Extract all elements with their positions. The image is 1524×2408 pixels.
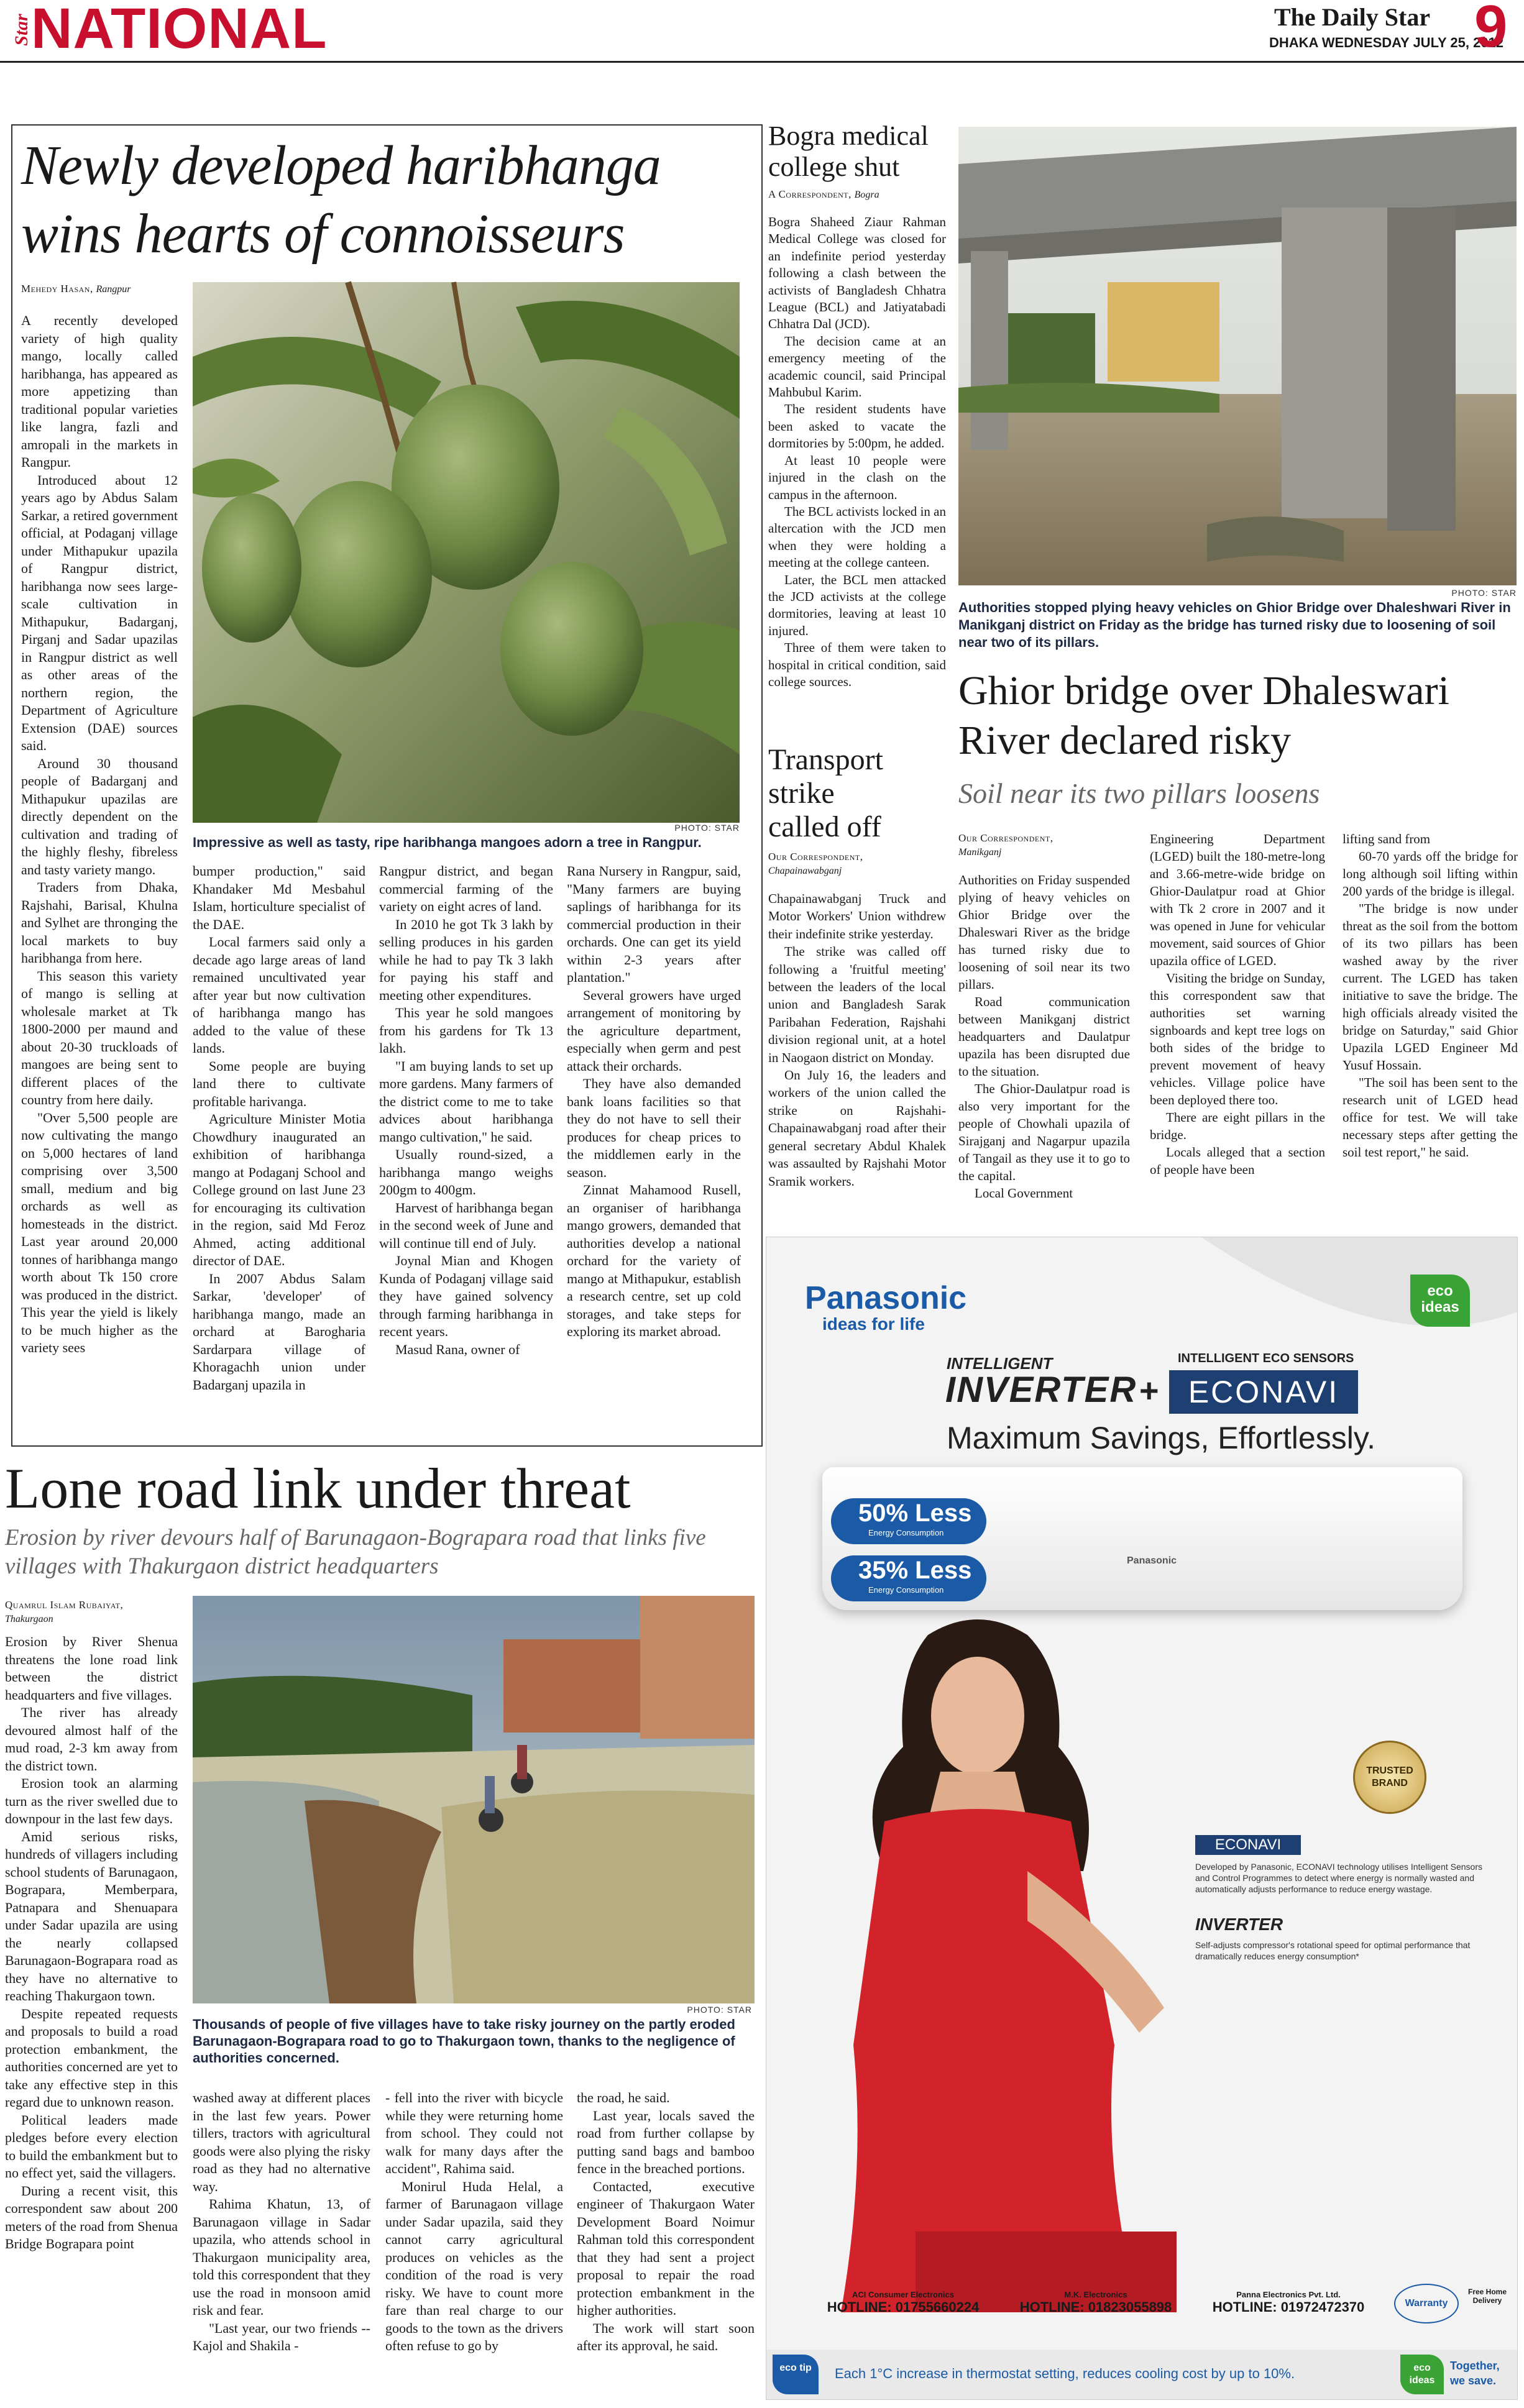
ghior-headline: Ghior bridge over Dhaleswari River declared risky [958,668,1449,763]
brand-tagline: ideas for life [822,1314,925,1334]
byline-name: Mehedy Hasan, [21,283,93,295]
mango-column-1 [21,312,178,1357]
bridge-caption: Authorities stopped plying heavy vehicles on Ghior Bridge over Dhaleshwari River in Manikganj district on Friday as the bridge has turned risky due to loosening of soil near two of its pillars. [958,600,1511,650]
paragraph: Monirul Huda Helal, a farmer of Barunagaon village under Sadar upazila, said they cannot carry agricultural produces on vehicles as the condition of the road is very risky. We have to count more fare than real charge to our goods to the town as the drivers often refuse to go by [385,2178,563,2353]
paragraph: Erosion by River Shenua threatens the lone road link between the district headquarters and five villages. [5,1634,178,1703]
road-column-3 [385,2089,563,2355]
paragraph: Amid serious risks, hundreds of villagers including school students of Barunagaon, Bograpara, Memberpara, Patnapara and Shenuapara under Sadar upazila are using the nearly collapsed Barunagaon-Bograpara road as they have no alternative to reaching Thakurgaon town. [5,1828,178,2003]
road-photo-credit: PHOTO: STAR [687,2005,752,2015]
paragraph: Around 30 thousand people of Badarganj and Mithapukur upazilas are directly dependent on the cultivation and trading of the highly fleshy, fibreless and tasty variety mango. [21,755,178,877]
ghior-column-1 [958,871,1130,1202]
paragraph: lifting sand from [1343,831,1431,846]
page-number: 9 [1474,0,1508,60]
road-byline [5,1598,185,1626]
eco-ideas-footer: eco ideas [1400,2355,1444,2394]
mango-column-4 [567,863,741,1341]
together-slogan: Together, we save. [1450,2360,1500,2387]
warranty-text: Warranty [1405,2298,1448,2309]
paragraph: "The soil has been sent to the research unit of LGED head office for test. We will take necessary steps after getting the soil test report," he said. [1343,1075,1518,1160]
paragraph: Rahima Khatun, 13, of Barunagaon village in Sadar upazila, who attends school in Thakurgaon municipality area, told this correspondent that they use the road in monsoon amid risk and fear. [193,2196,370,2318]
paragraph: Agriculture Minister Motia Chowdhury inaugurated an exhibition of haribhanga mango at Podaganj School and College ground on last June 23 for encouraging its cultivation in the region, said Md Feroz Ahmed, acting additional director of DAE. [193,1111,365,1268]
mango-column-3 [379,863,553,1358]
ghior-byline [958,831,1120,859]
paragraph: Harvest of haribhanga began in the second week of June and will continue till end of July. [379,1199,553,1251]
ghior-subhead: Soil near its two pillars loosens [958,777,1320,809]
paragraph: There are eight pillars in the bridge. [1150,1110,1325,1142]
eco-tip-badge [773,2355,819,2394]
paragraph: Joynal Mian and Khogen Kunda of Podaganj village said they have gained solvency through farming haribhanga in recent years. [379,1253,553,1339]
warranty-badge [1394,2284,1459,2323]
paragraph: In 2007 Abdus Salam Sarkar, 'developer' of haribhanga mango, made an orchard at Barogharia Sardarpara village of Khoragachh union under Badarganj upazila in [193,1270,365,1393]
econavi-feature-title [1195,1835,1301,1855]
paragraph: Engineering Department (LGED) built the 180-metre-long and 3.66-metre-wide bridge on Ghior-Daulatpur road at Ghior with Tk 2 crore in 2007 and it was opened in June for vehicular movement, said sources of Ghior upazila office of LGED. [1150,831,1325,968]
trusted-brand-seal [1353,1741,1426,1814]
road-caption: Thousands of people of five villages have to take risky journey on the partly eroded Barunagaon-Bograpara road to go to Thakurgaon town, thanks to the negligence of authorities concerned. [193,2017,735,2066]
inverter-logo: INVERTER [945,1370,1137,1410]
paragraph: This season this variety of mango is selling at wholesale market at Tk 1800-2000 per maund and about 20-30 truckloads of mangoes are being sent to different places of the country from here daily. [21,968,178,1107]
byline-name: Quamrul Islam Rubaiyat, [5,1599,124,1611]
trusted-brand-text: TRUSTED BRAND [1366,1765,1413,1788]
eco-ideas-badge [1410,1275,1470,1327]
svg-text:Star: Star [11,14,32,46]
paragraph: They have also demanded bank loans facilities so that they do not have to sell their produces for cheap prices to the middlemen early in the season. [567,1076,741,1180]
paragraph: At least 10 people were injured in the clash on the campus in the afternoon. [768,452,946,502]
paragraph: Three of them were taken to hospital in critical condition, said college sources. [768,640,946,689]
masthead-rule [0,61,1524,63]
paragraph: In 2010 he got Tk 3 lakh by selling produces in his garden while he had to pay Tk 3 lakh for paying his staff and meeting other expenditures. [379,916,553,1003]
inverter-saving-badge [831,1498,986,1544]
byline-place: Rangpur [96,284,131,295]
paragraph: Road communication between Manikganj district headquarters and Daulatpur upazila has been disrupted due to the situation. [958,994,1130,1079]
ad-headline: Maximum Savings, Effortlessly. [947,1421,1376,1455]
byline-name: A Correspondent, [768,188,852,200]
paragraph: "I am buying lands to set up more gardens. Many farmers of the district come to me to take advices about haribhanga mango cultivation," he said. [379,1058,553,1145]
eco-sensors-label: INTELLIGENT ECO SENSORS [1178,1352,1354,1365]
paragraph: Rana Nursery in Rangpur, said, "Many farmers are buying saplings of haribhanga for its commercial production in their orchards. One can get its yield within 2-3 years after plantation." [567,863,741,985]
paragraph: "Over 5,500 people are now cultivating the mango on 5,000 hectares of land comprising over 3,500 small, medium and big orchards as well as homesteads in the district. Last year around 20,000 tonnes of haribhanga mango worth about Tk 150 crore was produced in the district. This year the yield is likely to be much higher as the variety sees [21,1109,178,1355]
bridge-photo [958,127,1517,585]
ghior-column-2 [1150,830,1325,1178]
paragraph: washed away at different places in the last few years. Power tillers, tractors with agricultural goods were also plying the risky road as they had no alternative way. [193,2090,370,2194]
paper-name: The Daily Star [1274,3,1431,31]
dateline: DHAKA WEDNESDAY JULY 25, 2012 [1269,35,1504,50]
paragraph: the road, he said. [577,2090,670,2105]
paragraph: Local farmers said only a decade ago large areas of land remained uncultivated year after year but now cultivation of haribhanga mango has added to the value of these lands. [193,934,365,1056]
mango-photo-credit: PHOTO: STAR [674,823,740,833]
eco-ideas-text: eco ideas [1421,1283,1459,1316]
bogra-headline: Bogra medical college shut [768,121,929,182]
paragraph: On July 16, the leaders and workers of the union called the strike on Rajshahi-Chapainawabganj road after their general secretary Abdul Khalek was assaulted by Rajshahi Motor Sramik workers. [768,1068,946,1189]
road-column-4 [577,2089,755,2355]
econavi-saving-badge [831,1555,986,1601]
ghior-column-3 [1343,830,1518,1161]
paragraph: Contacted, executive engineer of Thakurgaon Water Development Board Noimur Rahman told this correspondent that they had sent a project proposal to repair the road protection embankment in the higher authorities. [577,2178,755,2318]
bridge-photo-credit: PHOTO: STAR [1451,588,1517,598]
paragraph: Rangpur district, and began commercial farming of the variety on eight acres of land. [379,863,553,914]
model-photo [791,1610,1177,2312]
plus-sign: + [1139,1372,1159,1409]
econavi-saving-value: 35% Less [858,1557,972,1584]
brand-logo: Panasonic [805,1280,967,1316]
bogra-byline [768,188,948,202]
mango-byline [21,282,195,296]
inverter-feature-text: Self-adjusts compressor's rotational speed for optimal performance that dramatically reduces energy consumption* [1195,1940,1471,1961]
mango-column-2 [193,863,365,1394]
dealer-1-name: ACI Consumer Electronics [852,2290,954,2299]
inverter-saving-value: 50% Less [858,1499,972,1527]
paragraph: bumper production," said Khandaker Md Mesbahul Islam, horticulture specialist of the DAE. [193,863,365,932]
dealer-3 [1195,2290,1382,2315]
mango-headline: Newly developed haribhanga wins hearts of connoisseurs [21,135,661,265]
econavi-text: ECONAVI [1188,1375,1339,1409]
paragraph: Masud Rana, owner of [395,1341,520,1357]
ac-unit-brand: Panasonic [1127,1555,1177,1566]
star-logo [2,5,32,53]
paragraph: Several growers have urged arrangement of monitoring by the agriculture department, especially when germ and pest attack their orchards. [567,987,741,1074]
byline-name: Our Correspondent, [958,832,1053,844]
panasonic-ad [766,1237,1518,2400]
road-headline: Lone road link under threat [5,1457,631,1520]
road-column-1 [5,1633,178,2253]
paragraph: Visiting the bridge on Sunday, this correspondent saw that authorities set warning signboards and kept tree logs on both sides of the bridge to prevent movement of heavy vehicles. Village police have been deployed there too. [1150,971,1325,1107]
paragraph: Authorities on Friday suspended plying of heavy vehicles on Ghior Bridge over the Dhaleswari River as the bridge has turned risky due to loosening of soil near its two pillars. [958,872,1130,992]
paragraph: Later, the BCL men attacked the JCD activists at the college dormitories, leaving at least 10 injured. [768,572,946,638]
inverter-saving-sub: Energy Consumption [868,1528,944,1537]
dealer-2 [1003,2290,1189,2315]
econavi-feature-text: Developed by Panasonic, ECONAVI technology utilises Intelligent Sensors and Control Programmes to detect where energy is normally wasted and automatically adjusts performance to reduce energy wastage. [1195,1862,1482,1894]
paragraph: 60-70 yards off the bridge for long although soil lifting within 200 yards of the bridge is illegal. [1343,849,1518,899]
paragraph: The resident students have been asked to vacate the dormitories by 5:00pm, he added. [768,401,946,451]
section-title: NATIONAL [31,0,328,60]
dealer-2-name: M.K. Electronics [1064,2290,1127,2299]
byline-name: Our Correspondent, [768,851,863,863]
eco-tip-message: Each 1°C increase in thermostat setting, reduces cooling cost by up to 10%. [835,2366,1295,2381]
paragraph: Introduced about 12 years ago by Abdus Salam Sarkar, a retired government official, at Podaganj village under Mithapukur upazila of Rangpur district, haribhanga now sees large-scale cultivation in Mithapukur, Badarganj, Pirganj and Sadar upazilas in Rangpur district as well as other areas of the northern region, the Department of Agriculture Extension (DAE) sources said. [21,472,178,753]
paragraph: Political leaders made pledges before every election to build the embankment but to no effect yet, said the villagers. [5,2112,178,2181]
byline-place: Chapainawabganj [768,866,842,876]
paragraph: Bogra Shaheed Ziaur Rahman Medical College was closed for an indefinite period yesterday following a clash between the activists of Bangladesh Chhatra League (BCL) and Jatiyatabadi Chhatra Dal (JCD). [768,214,946,332]
byline-place: Manikganj [958,847,1002,858]
dealer-3-hotline: HOTLINE: 01972472370 [1212,2299,1365,2315]
paragraph: Erosion took an alarming turn as the river swelled due to downpour in the last few days. [5,1775,178,1826]
paragraph: Locals alleged that a section of people have been [1150,1145,1325,1177]
transport-body [768,890,946,1190]
paragraph: Some people are buying land there to cultivate profitable harivanga. [193,1058,365,1109]
paragraph: A recently developed variety of high quality mango, locally called haribhanga, has appeared as more appetizing than traditional popular varieties like langra, fazli and amropali in the markets in Rangpur. [21,313,178,470]
bogra-body [768,214,946,690]
dealer-2-hotline: HOTLINE: 01823055898 [1019,2299,1172,2315]
masthead [0,0,1524,62]
road-subhead: Erosion by river devours half of Barunagaon-Bograpara road that links five villages with Thakurgaon district headquarters [5,1525,706,1579]
paragraph: The river has already devoured almost half of the mud road, 2-3 km away from the district town. [5,1705,178,1774]
byline-place: Bogra [854,190,879,200]
paragraph: Usually round-sized, a haribhanga mango weighs 200gm to 400gm. [379,1147,553,1197]
dealer-1-hotline: HOTLINE: 01755660224 [827,2299,980,2315]
paragraph: Chapainawabganj Truck and Motor Workers' Union withdrew their indefinite strike yesterday. [768,891,946,941]
paragraph: Local Government [975,1186,1073,1201]
dealer-1 [810,2290,996,2315]
paragraph: - fell into the river with bicycle while they were returning home from school. They could not walk for many days after the accident", Rahima said. [385,2090,563,2176]
ad-footer [766,2350,1517,2399]
byline-place: Thakurgaon [5,1614,53,1624]
econavi-logo [1169,1370,1358,1414]
road-column-2 [193,2089,370,2355]
paragraph: The decision came at an emergency meeting of the academic council, said Principal Mahbubul Karim. [768,333,946,400]
dealer-3-name: Panna Electronics Pvt. Ltd. [1236,2290,1341,2299]
intelligent-label: INTELLIGENT [947,1354,1053,1373]
transport-headline: Transport strike called off [768,743,883,843]
paragraph: The strike was called off following a 'fruitful meeting' between the leaders of the local union and Bangladesh Sarak Paribahan Federation, Rajshahi division regional unit, at a hotel in Naogaon district on Monday. [768,944,946,1065]
mango-caption: Impressive as well as tasty, ripe haribhanga mangoes adorn a tree in Rangpur. [193,835,702,850]
paragraph: This year he sold mangoes from his gardens for Tk 13 lakh. [379,1005,553,1056]
road-photo [193,1596,755,2003]
paragraph: Despite repeated requests and proposals to build a road protection embankment, the authorities concerned are yet to take any effective step in this regard due to unknown reason. [5,2005,178,2110]
paragraph: The work will start soon after its approval, he said. [577,2320,755,2353]
paragraph: "The bridge is now under threat as the soil from the bottom of its two pillars has been washed away by the river current. The LGED has taken initiative to save the bridge. The high officials already visited the bridge on Saturday," said Ghior Upazila LGED Engineer Md Yusuf Hossain. [1343,901,1518,1073]
home-delivery-badge: Free Home Delivery [1467,2287,1507,2305]
paragraph: Traders from Dhaka, Rajshahi, Barisal, Khulna and Sylhet are thronging the local markets to buy haribhanga from here. [21,879,178,966]
paragraph: During a recent visit, this correspondent saw about 200 meters of the road from Shenua Bridge Bograpara point [5,2182,178,2251]
inverter-feature-title: INVERTER [1195,1915,1283,1934]
paragraph: Last year, locals saved the road from further collapse by putting sand bags and bamboo fence in the breached portions. [577,2107,755,2176]
paragraph: The Ghior-Daulatpur road is also very important for the people of Chowhali upazila of Sirajganj and Nagarpur upazila of Tangail as they use it to go to the capital. [958,1081,1130,1183]
paragraph: The BCL activists locked in an altercation with the JCD men when they were holding a meeting at the college canteen. [768,503,946,570]
paragraph: Zinnat Mahamood Rusell, an organiser of haribhanga mango growers, demanded that authorities develop a national orchard for the variety of mango at Mithapukur, establish a research centre, set up cold storages, and take steps for exploring its market abroad. [567,1182,741,1339]
eco-tip-text: eco tip [779,2363,812,2373]
econavi-feature-title-text: ECONAVI [1214,1836,1282,1853]
econavi-saving-sub: Energy Consumption [868,1585,944,1595]
paragraph: "Last year, our two friends -- Kajol and Shakila - [193,2320,370,2353]
mango-photo [193,282,740,823]
transport-byline [768,850,948,878]
